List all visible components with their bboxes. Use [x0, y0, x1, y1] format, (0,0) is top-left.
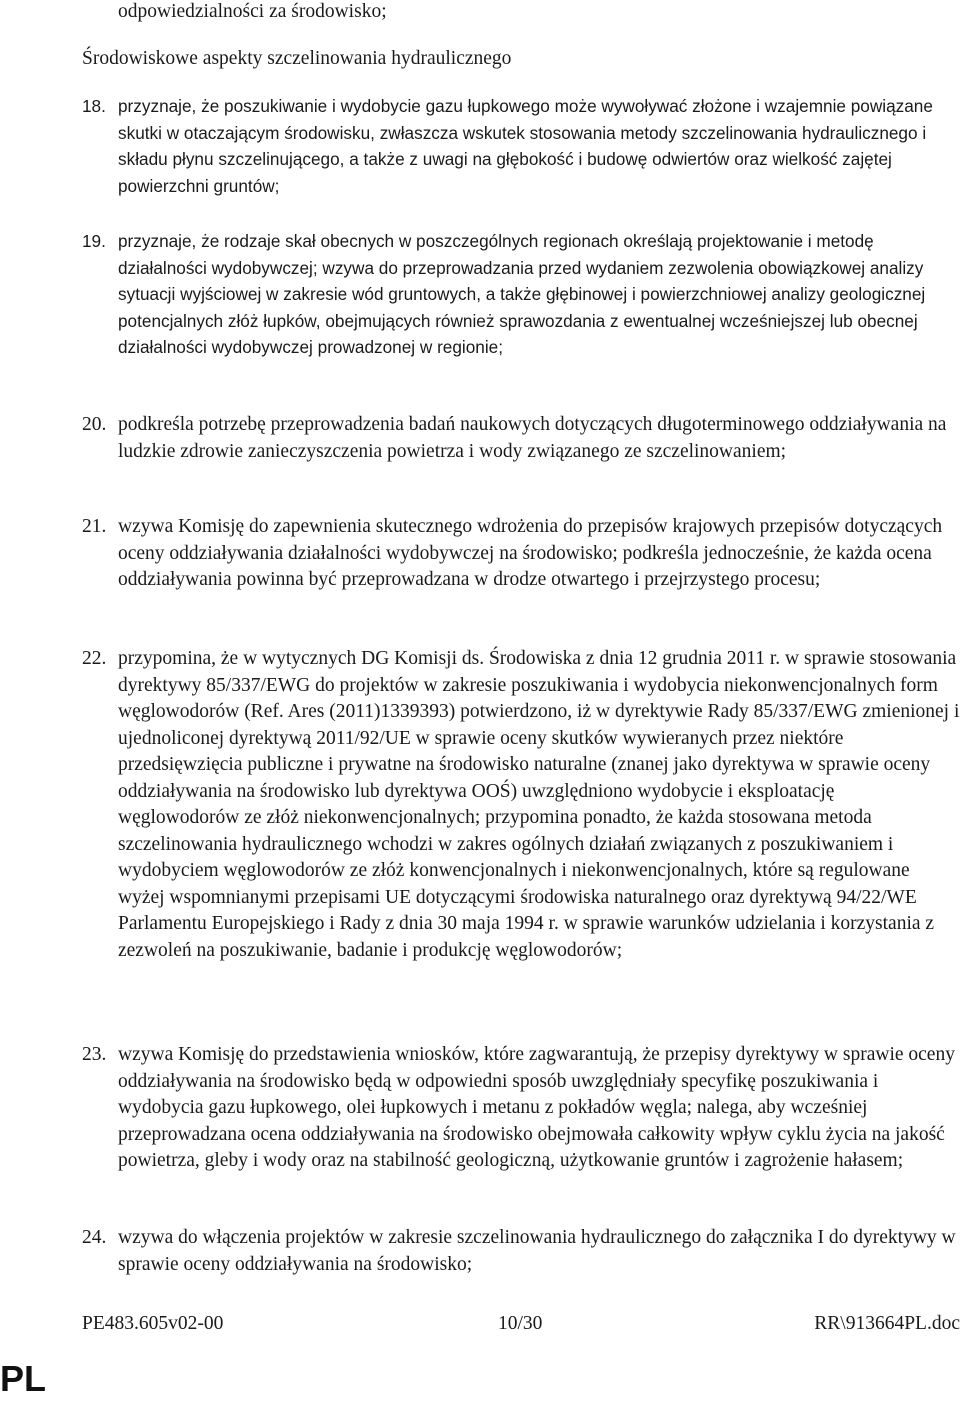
paragraph-21 [82, 514, 960, 594]
paragraph-number: 18. [82, 96, 106, 116]
paragraph-18 [82, 93, 960, 199]
document-reference: PE483.605v02-00 [82, 1313, 224, 1334]
page-number: 10/30 [498, 1313, 543, 1334]
paragraph-text: przyznaje, że rodzaje skał obecnych w poszczególnych regionach określają projektowanie i metodę działalności wydobywczej; wzywa do przeprowadzania przed wydaniem zezwolenia obowiązkowej analizy sytuacji wyjściowej w zakresie wód gruntowych, a także głębinowej i powierzchniowej analizy geologicznej potencjalnych złóż łupków, obejmujących również sprawozdania z ewentualnej wcześniejszej lub obecnej działalności wydobywczej prowadzonej w regionie; [118, 231, 926, 357]
paragraph-text: podkreśla potrzebę przeprowadzenia badań naukowych dotyczących długoterminowego oddziaływania na ludzkie zdrowie zanieczyszczenia powietrza i wody związanego ze szczelinowaniem; [118, 414, 947, 462]
paragraph-text: wzywa Komisję do zapewnienia skutecznego wdrożenia do przepisów krajowych przepisów dotyczących oceny oddziaływania działalności wydobywczej na środowisko; podkreśla jednocześnie, że każda ocena oddziaływania powinna być przeprowadzana w drodze otwartego i przejrzystego procesu; [118, 516, 943, 590]
paragraph-20 [82, 412, 960, 465]
paragraph-22 [82, 646, 960, 964]
paragraph-text: przypomina, że w wytycznych DG Komisji ds. Środowiska z dnia 12 grudnia 2011 r. w sprawie stosowania dyrektywy 85/337/EWG do projektów w zakresie poszukiwania i wydobycia niekonwencjonalnych form węglowodorów (Ref. Ares (2011)1339393) potwierdzono, iż w dyrektywie Rady 85/337/EWG zmienionej i ujednoliconej dyrektywą 2011/92/UE w sprawie oceny skutków wywieranych przez niektóre przedsięwzięcia publiczne i prywatne na środowisko naturalne (znanej jako dyrektywa w sprawie oceny oddziaływania na środowisko lub dyrektywa OOŚ) uwzględniono wydobycie i eksploatację węglowodorów ze złóż niekonwencjonalnych; przypomina ponadto, że każda stosowana metoda szczelinowania hydraulicznego wchodzi w zakres ogólnych działań związanych z poszukiwaniem i wydobyciem węglowodorów ze złóż konwencjonalnych i niekonwencjonalnych, które są regulowane wyżej wspomnianymi przepisami UE dotyczącymi środowiska naturalnego oraz dyrektywą 94/22/WE Parlamentu Europejskiego i Rady z dnia 30 maja 1994 r. w sprawie warunków udzielania i korzystania z zezwoleń na poszukiwanie, badanie i produkcję węglowodorów; [118, 648, 960, 961]
paragraph-number: 24. [82, 1227, 107, 1248]
paragraph-number: 20. [82, 414, 107, 435]
paragraph-23 [82, 1042, 960, 1175]
paragraph-number: 23. [82, 1044, 107, 1065]
file-name: RR\913664PL.doc [814, 1313, 960, 1334]
section-heading: Środowiskowe aspekty szczelinowania hydraulicznego [82, 48, 512, 69]
paragraph-text: przyznaje, że poszukiwanie i wydobycie gazu łupkowego może wywoływać złożone i wzajemnie powiązane skutki w otaczającym środowisku, zwłaszcza wskutek stosowania metody szczelinowania hydraulicznego i składu płynu szczelinującego, a także z uwagi na głębokość i budowę odwiertów oraz wielkość zajętej powierzchni gruntów; [118, 96, 933, 196]
paragraph-number: 19. [82, 231, 106, 251]
paragraph-text: wzywa do włączenia projektów w zakresie szczelinowania hydraulicznego do załącznika I do dyrektywy w sprawie oceny oddziaływania na środowisko; [118, 1227, 956, 1275]
paragraph-19 [82, 228, 960, 361]
intro-line: odpowiedzialności za środowisko; [118, 1, 387, 22]
language-code: PL [0, 1358, 47, 1399]
paragraph-24 [82, 1225, 960, 1278]
paragraph-number: 22. [82, 648, 107, 669]
paragraph-text: wzywa Komisję do przedstawienia wniosków, które zagwarantują, że przepisy dyrektywy w sprawie oceny oddziaływania na środowisko będą w odpowiedni sposób uwzględniały specyfikę poszukiwania i wydobycia gazu łupkowego, olei łupkowych i metanu z pokładów węgla; nalega, aby wcześniej przeprowadzana ocena oddziaływania na środowisko obejmowała całkowity wpływ cyklu życia na jakość powietrza, gleby i wody oraz na stabilność geologiczną, użytkowanie gruntów i zagrożenie hałasem; [118, 1044, 955, 1171]
paragraph-number: 21. [82, 516, 107, 537]
page-footer [82, 1311, 960, 1339]
